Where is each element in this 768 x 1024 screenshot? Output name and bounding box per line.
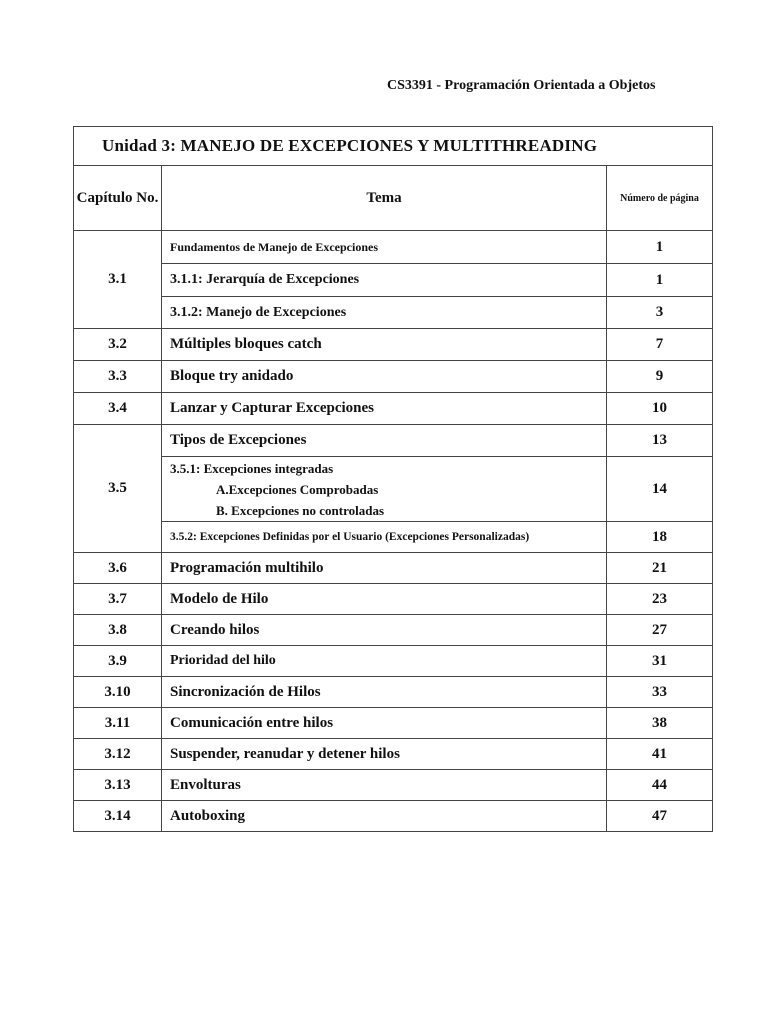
page-number: 33 [607,677,713,708]
topic-title [162,457,607,522]
table-title-row [74,127,713,166]
page-number: 14 [607,457,713,522]
table-row [74,677,713,708]
chapter-number: 3.7 [74,584,162,615]
page-number: 10 [607,393,713,425]
table-row [74,770,713,801]
subtopic-heading: 3.5.1: Excepciones integradas [170,460,334,476]
chapter-number: 3.14 [74,801,162,832]
column-header-chapter: Capítulo No. [74,166,162,231]
table-row [74,739,713,770]
table-row [74,522,713,553]
table-row [74,584,713,615]
topic-title: Autoboxing [162,801,607,832]
topic-title: Lanzar y Capturar Excepciones [162,393,607,425]
subtopic-item: B. Excepciones no controladas [216,502,385,518]
chapter-number: 3.8 [74,615,162,646]
topic-title: Fundamentos de Manejo de Excepciones [162,231,607,264]
course-header: CS3391 - Programación Orientada a Objetos [387,78,656,93]
topic-title: Prioridad del hilo [162,646,607,677]
topic-title: 3.5.2: Excepciones Definidas por el Usuario (Excepciones Personalizadas) [162,522,607,553]
chapter-number: 3.1 [74,231,162,329]
page-number: 31 [607,646,713,677]
topic-title: Programación multihilo [162,553,607,584]
page-number: 1 [607,264,713,297]
page-number: 41 [607,739,713,770]
table-row [74,425,713,457]
page-number: 1 [607,231,713,264]
page-number: 21 [607,553,713,584]
page-number: 13 [607,425,713,457]
table-row [74,393,713,425]
page-number: 38 [607,708,713,739]
table-row [74,361,713,393]
toc-table [73,126,713,832]
table-row [74,708,713,739]
topic-title: 3.1.2: Manejo de Excepciones [162,297,607,329]
table-row [74,297,713,329]
column-header-page: Número de página [607,166,713,231]
topic-title: Bloque try anidado [162,361,607,393]
table-row [74,329,713,361]
topic-title: Suspender, reanudar y detener hilos [162,739,607,770]
table-header-row [74,166,713,231]
chapter-number: 3.11 [74,708,162,739]
table-row [74,231,713,264]
page-number: 47 [607,801,713,832]
topic-title: Tipos de Excepciones [162,425,607,457]
page-number: 23 [607,584,713,615]
table-row [74,553,713,584]
page-number: 18 [607,522,713,553]
column-header-topic: Tema [162,166,607,231]
chapter-number: 3.3 [74,361,162,393]
page-number: 9 [607,361,713,393]
table-row [74,615,713,646]
chapter-number: 3.4 [74,393,162,425]
subtopic-item: A.Excepciones Comprobadas [216,481,379,497]
topic-title: 3.1.1: Jerarquía de Excepciones [162,264,607,297]
page-number: 44 [607,770,713,801]
topic-title: Creando hilos [162,615,607,646]
chapter-number: 3.2 [74,329,162,361]
topic-title: Múltiples bloques catch [162,329,607,361]
topic-title: Envolturas [162,770,607,801]
page-number: 3 [607,297,713,329]
table-row [74,801,713,832]
topic-title: Modelo de Hilo [162,584,607,615]
chapter-number: 3.12 [74,739,162,770]
page-number: 27 [607,615,713,646]
table-row [74,646,713,677]
page-number: 7 [607,329,713,361]
table-row [74,457,713,522]
chapter-number: 3.5 [74,425,162,553]
chapter-number: 3.9 [74,646,162,677]
chapter-number: 3.13 [74,770,162,801]
table-row [74,264,713,297]
topic-title: Comunicación entre hilos [162,708,607,739]
chapter-number: 3.6 [74,553,162,584]
unit-title: Unidad 3: MANEJO DE EXCEPCIONES Y MULTITHREADING [74,127,713,166]
topic-title: Sincronización de Hilos [162,677,607,708]
chapter-number: 3.10 [74,677,162,708]
